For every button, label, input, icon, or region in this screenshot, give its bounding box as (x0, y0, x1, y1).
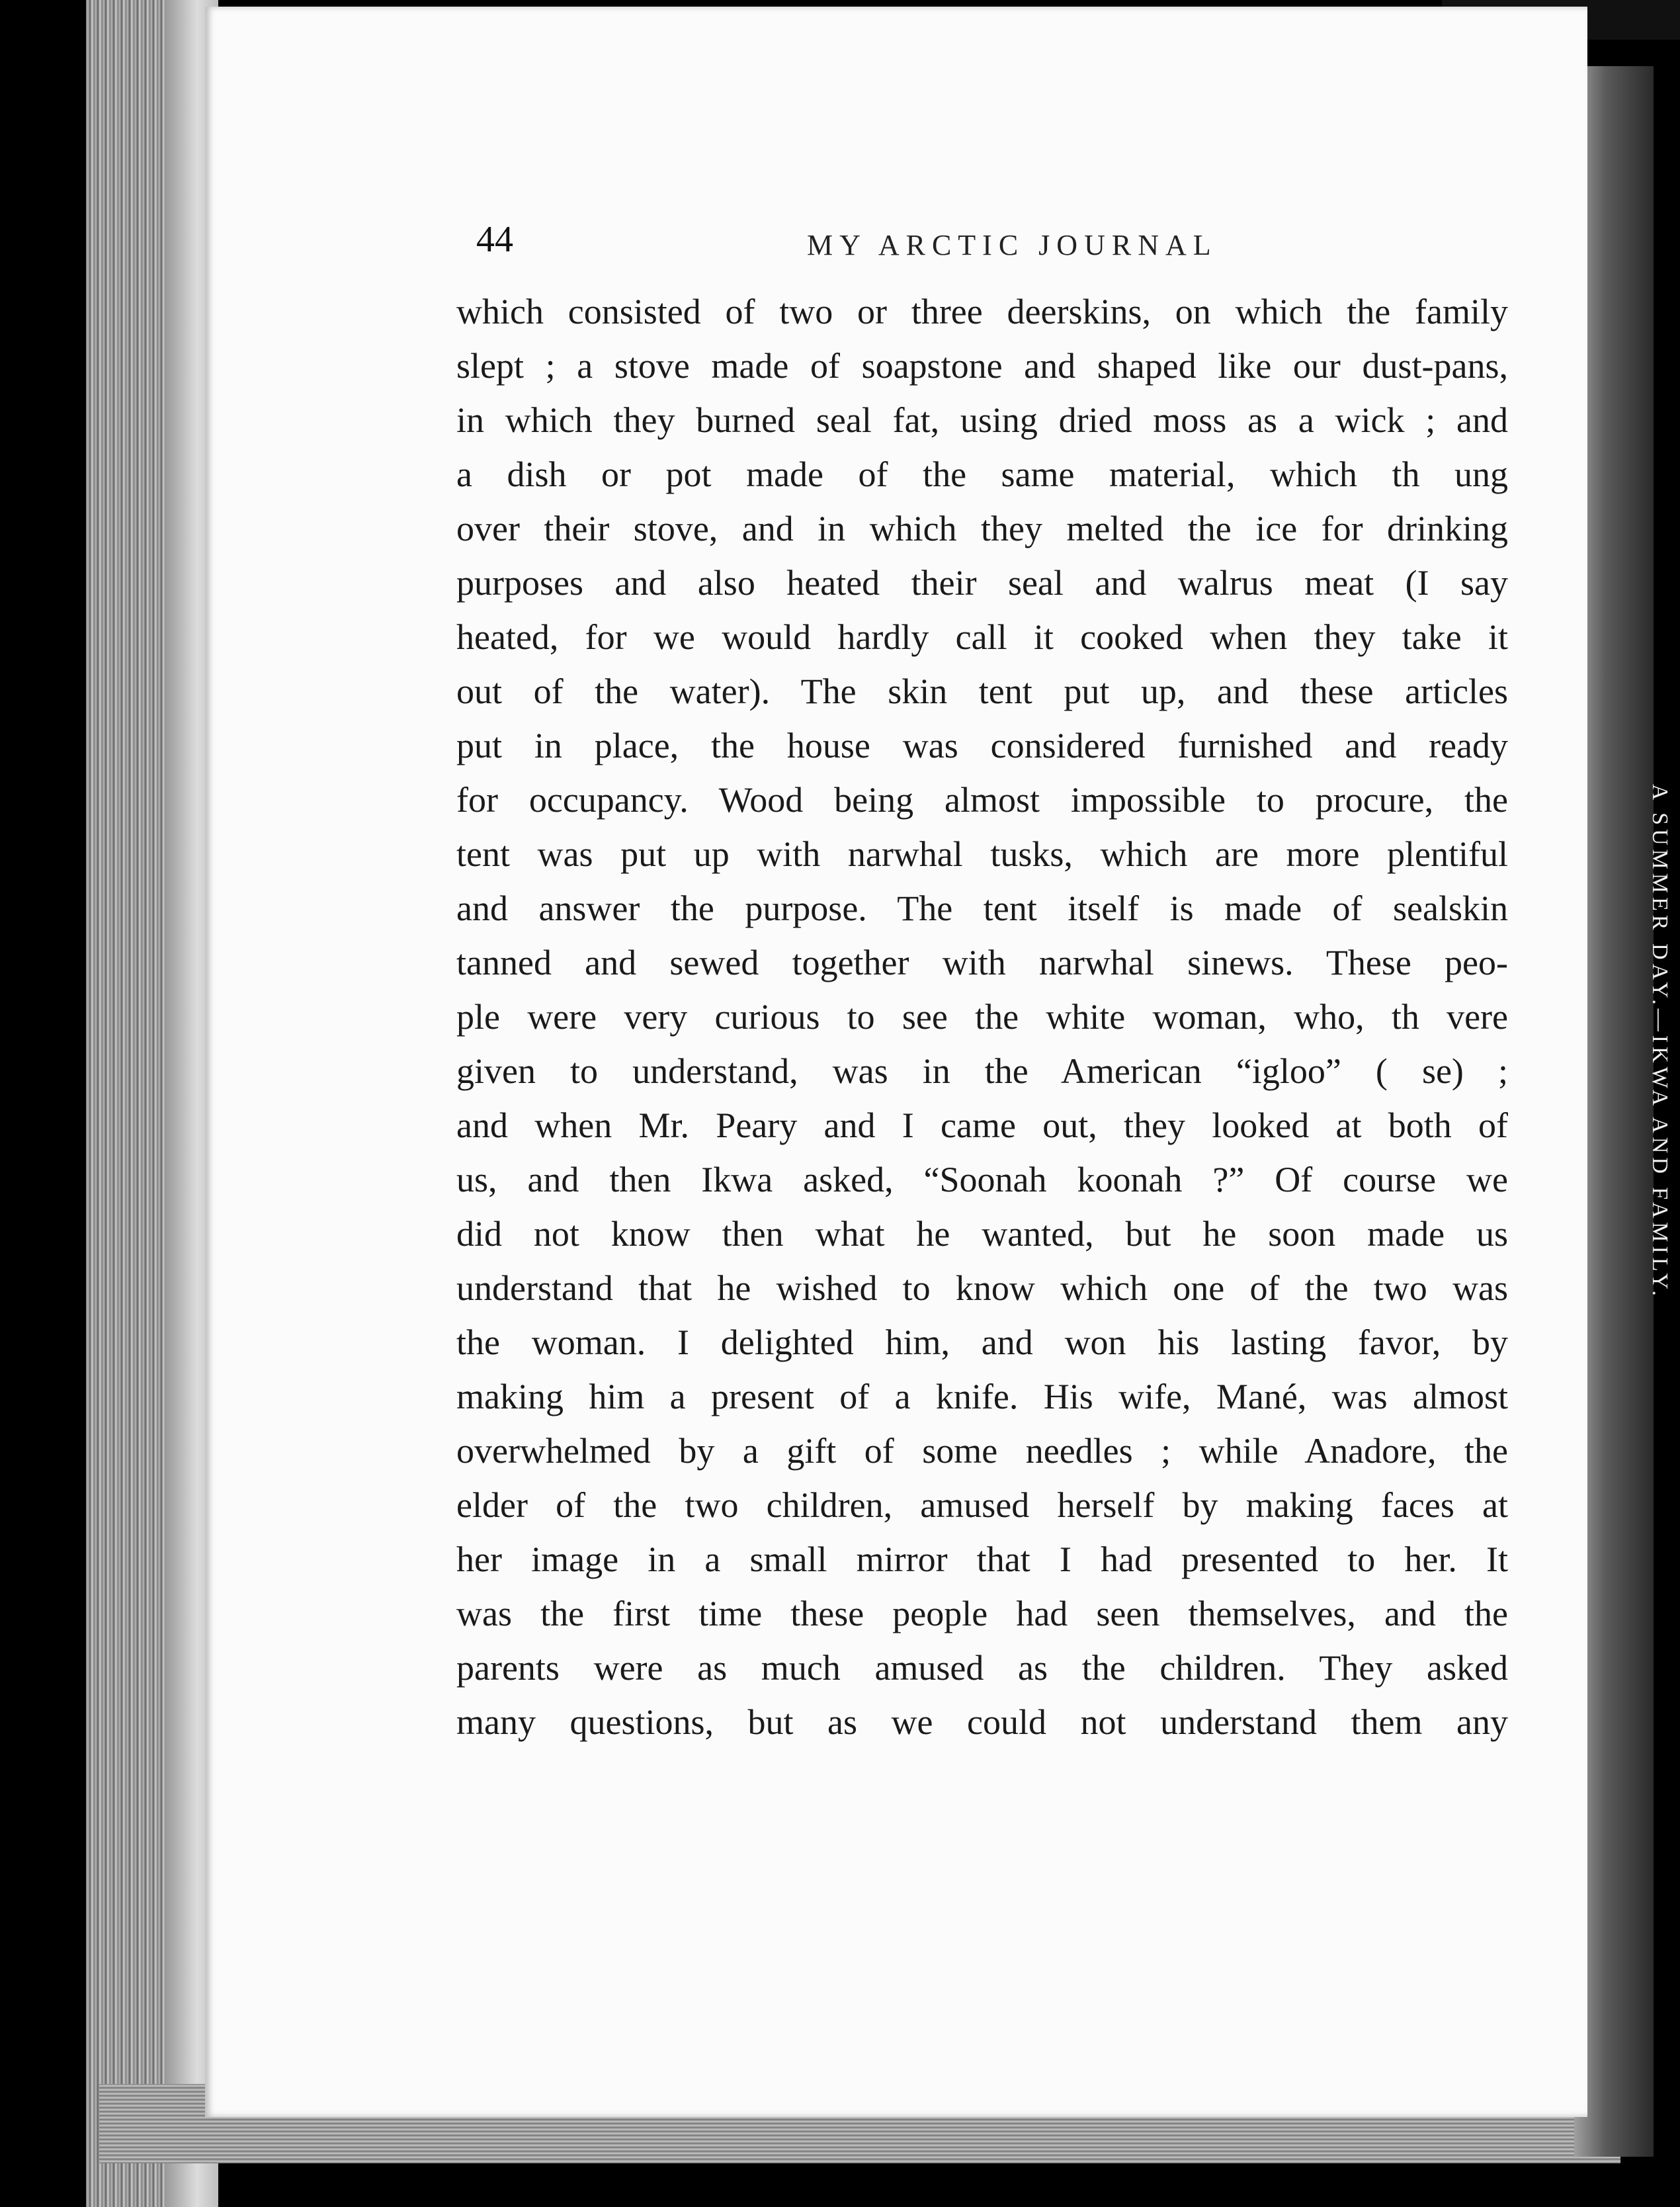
text-line: in which they burned seal fat, using dried moss as a wick ; and (456, 400, 1508, 440)
text-line: over their stove, and in which they melted the ice for drinking (456, 509, 1508, 548)
text-line: and answer the purpose. The tent itself is made of sealskin (456, 888, 1508, 928)
text-line: a dish or pot made of the same material, which th ung (456, 454, 1508, 494)
text-line: understand that he wished to know which one of the two was (456, 1268, 1508, 1308)
text-line: did not know then what he wanted, but he soon made us (456, 1214, 1508, 1254)
text-line: elder of the two children, amused herself by making faces at (456, 1485, 1508, 1525)
side-caption: A SUMMER DAY.—IKWA AND FAMILY. (1648, 784, 1672, 1300)
text-line: which consisted of two or three deerskins, on which the family (456, 292, 1508, 331)
text-line: for occupancy. Wood being almost impossible to procure, the (456, 780, 1508, 820)
text-line: tent was put up with narwhal tusks, which are more plentiful (456, 834, 1508, 874)
text-line: ple were very curious to see the white woman, who, th vere (456, 997, 1508, 1037)
text-line: overwhelmed by a gift of some needles ; while Anadore, the (456, 1431, 1508, 1471)
text-line: the woman. I delighted him, and won his lasting favor, by (456, 1322, 1508, 1362)
page-number: 44 (476, 219, 513, 260)
text-line: put in place, the house was considered furnished and ready (456, 726, 1508, 765)
text-line: many questions, but as we could not understand them any (456, 1702, 1508, 1742)
running-head-title: MY ARCTIC JOURNAL (807, 229, 1218, 261)
text-line: given to understand, was in the American “igloo” ( se) ; (456, 1051, 1508, 1091)
text-line: making him a present of a knife. His wife, Mané, was almost (456, 1377, 1508, 1416)
text-line: was the first time these people had seen themselves, and the (456, 1594, 1508, 1633)
text-line: and when Mr. Peary and I came out, they looked at both of (456, 1105, 1508, 1145)
text-line: parents were as much amused as the children. They asked (456, 1648, 1508, 1688)
text-line: purposes and also heated their seal and walrus meat (I say (456, 563, 1508, 603)
body-text (456, 284, 1508, 1749)
text-line: her image in a small mirror that I had presented to her. It (456, 1539, 1508, 1579)
text-line: out of the water). The skin tent put up, and these articles (456, 671, 1508, 711)
text-line: us, and then Ikwa asked, “Soonah koonah ?” Of course we (456, 1160, 1508, 1199)
text-line: tanned and sewed together with narwhal sinews. These peo- (456, 943, 1508, 982)
text-line: heated, for we would hardly call it cooked when they take it (456, 617, 1508, 657)
text-line: slept ; a stove made of soapstone and shaped like our dust-pans, (456, 346, 1508, 386)
